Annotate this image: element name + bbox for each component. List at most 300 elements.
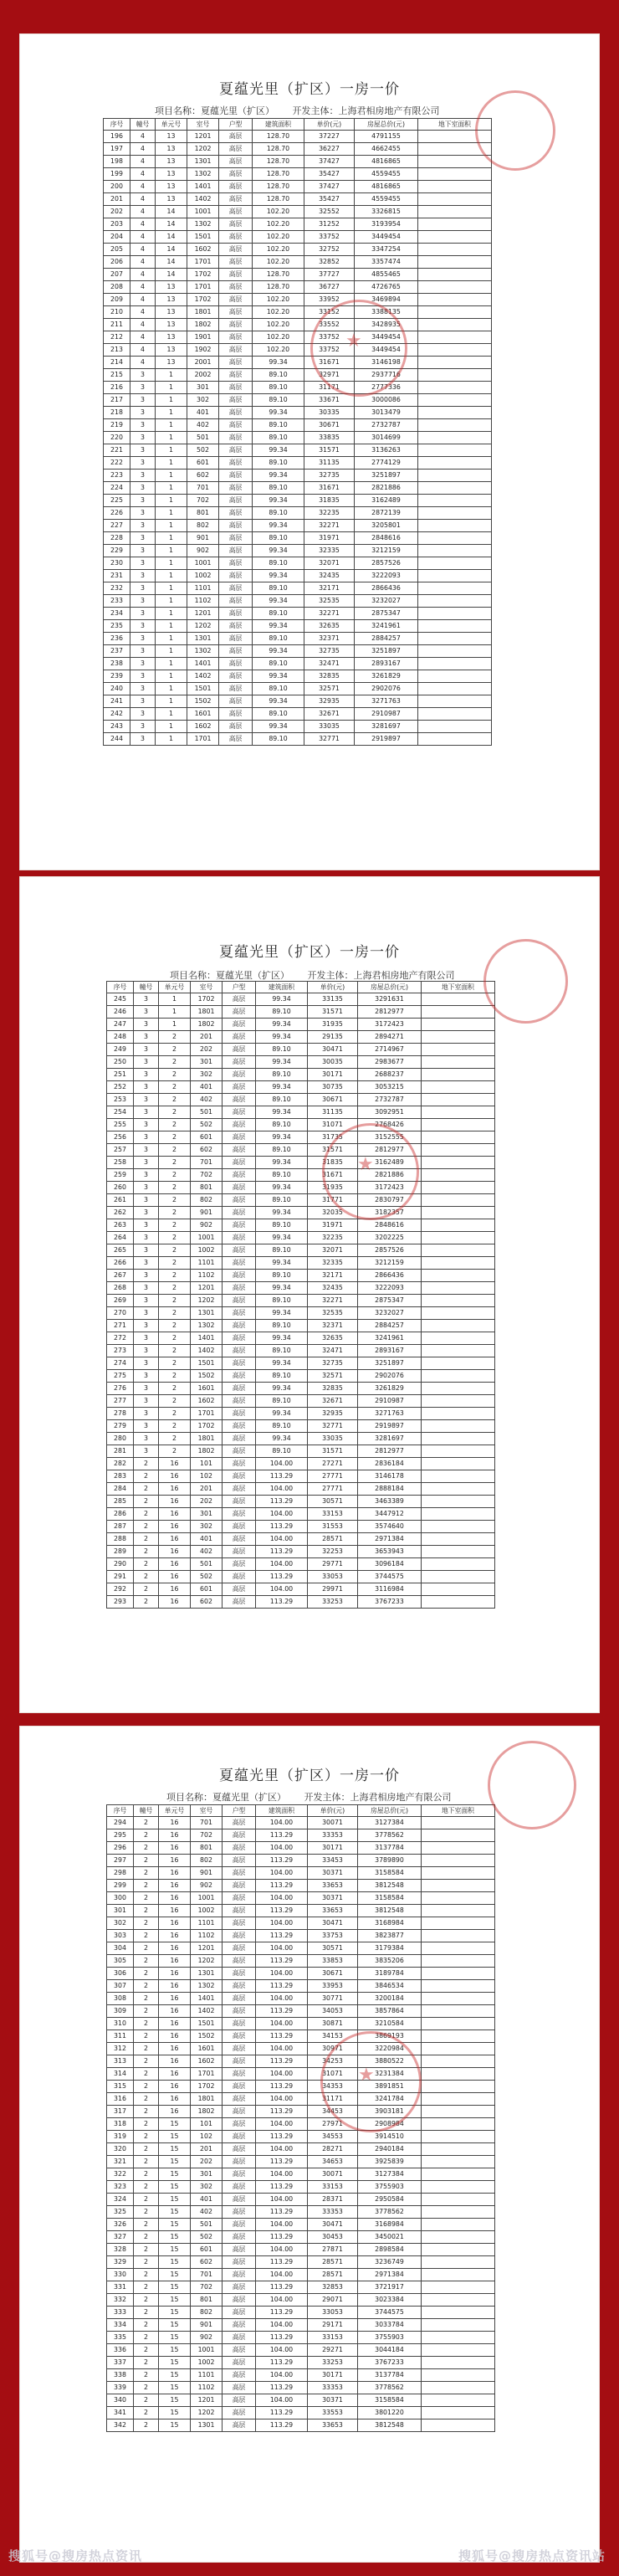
table-cell: 高层 bbox=[223, 1019, 256, 1031]
table-cell: 1 bbox=[156, 633, 187, 645]
table-row bbox=[104, 394, 492, 407]
table-row bbox=[107, 2068, 495, 2081]
table-cell: 高层 bbox=[223, 2018, 256, 2030]
table-row bbox=[107, 1942, 495, 1955]
table-cell: 298 bbox=[107, 1867, 134, 1880]
table-cell: 4559455 bbox=[355, 193, 418, 206]
table-cell: 299 bbox=[107, 1880, 134, 1892]
table-cell-empty bbox=[418, 608, 492, 620]
table-cell: 3357474 bbox=[355, 256, 418, 269]
table-cell: 902 bbox=[191, 1880, 223, 1892]
table-cell: 99.34 bbox=[253, 495, 304, 507]
table-cell: 89.10 bbox=[256, 1295, 308, 1307]
table-cell: 15 bbox=[159, 2143, 191, 2156]
table-cell: 3271763 bbox=[358, 1408, 422, 1420]
table-cell: 202 bbox=[191, 1496, 223, 1508]
table-row bbox=[107, 1006, 495, 1019]
table-cell: 3014699 bbox=[355, 432, 418, 444]
table-cell-empty bbox=[422, 2156, 495, 2168]
table-cell-empty bbox=[422, 2093, 495, 2106]
table-cell: 15 bbox=[159, 2369, 191, 2382]
table-cell: 3463389 bbox=[358, 1496, 422, 1508]
table-cell: 3 bbox=[134, 1257, 159, 1270]
table-cell-empty bbox=[422, 1182, 495, 1194]
table-cell: 102.20 bbox=[253, 256, 304, 269]
table-cell: 1301 bbox=[191, 1307, 223, 1320]
table-cell: 1002 bbox=[187, 570, 219, 582]
table-cell-empty bbox=[422, 2106, 495, 2118]
table-cell: 3202225 bbox=[358, 1232, 422, 1244]
table-cell: 31571 bbox=[308, 1006, 358, 1019]
table-cell: 104.00 bbox=[256, 1817, 308, 1829]
table-cell: 2 bbox=[134, 2344, 159, 2357]
table-cell: 262 bbox=[107, 1207, 134, 1219]
table-cell-empty bbox=[422, 1094, 495, 1106]
table-cell: 3168984 bbox=[358, 1917, 422, 1930]
column-header: 地下室面积 bbox=[418, 119, 492, 131]
table-cell: 113.29 bbox=[256, 2206, 308, 2219]
table-cell-empty bbox=[418, 721, 492, 733]
table-cell: 32371 bbox=[304, 633, 355, 645]
table-cell: 2 bbox=[134, 2131, 159, 2143]
table-cell: 3 bbox=[134, 1420, 159, 1433]
table-row bbox=[104, 444, 492, 457]
table-cell: 16 bbox=[159, 1892, 191, 1905]
table-cell: 高层 bbox=[223, 2168, 256, 2181]
table-cell-empty bbox=[418, 520, 492, 532]
table-cell: 3801220 bbox=[358, 2407, 422, 2419]
table-cell: 113.29 bbox=[256, 2231, 308, 2244]
table-cell: 3 bbox=[130, 382, 156, 394]
table-row bbox=[107, 1207, 495, 1219]
table-cell: 33753 bbox=[308, 1930, 358, 1942]
table-cell: 32935 bbox=[304, 695, 355, 708]
table-cell: 高层 bbox=[223, 1395, 256, 1408]
price-table bbox=[103, 118, 492, 746]
table-cell: 329 bbox=[107, 2256, 134, 2269]
table-cell: 2 bbox=[159, 1420, 191, 1433]
table-row bbox=[107, 2106, 495, 2118]
table-row bbox=[107, 1157, 495, 1169]
table-cell: 2893167 bbox=[355, 658, 418, 670]
table-cell: 16 bbox=[159, 1905, 191, 1917]
table-row bbox=[107, 1993, 495, 2005]
column-header: 户型 bbox=[223, 982, 256, 993]
table-cell: 2971384 bbox=[358, 1533, 422, 1546]
table-cell: 高层 bbox=[223, 1194, 256, 1207]
table-cell: 高层 bbox=[223, 2081, 256, 2093]
table-cell-empty bbox=[418, 482, 492, 495]
table-cell: 3 bbox=[130, 683, 156, 695]
table-row bbox=[104, 608, 492, 620]
table-cell: 2983677 bbox=[358, 1056, 422, 1069]
table-cell: 3347254 bbox=[355, 244, 418, 256]
table-cell-empty bbox=[422, 1408, 495, 1420]
table-cell: 3469894 bbox=[355, 294, 418, 306]
table-cell: 260 bbox=[107, 1182, 134, 1194]
table-cell: 1101 bbox=[191, 1917, 223, 1930]
table-cell: 204 bbox=[104, 231, 130, 244]
table-cell: 502 bbox=[191, 2231, 223, 2244]
table-cell: 高层 bbox=[223, 1880, 256, 1892]
table-cell: 2872139 bbox=[355, 507, 418, 520]
table-cell: 33353 bbox=[308, 1829, 358, 1842]
table-cell: 13 bbox=[156, 294, 187, 306]
table-row bbox=[104, 156, 492, 168]
table-cell: 1701 bbox=[191, 1408, 223, 1420]
table-row bbox=[107, 2319, 495, 2332]
table-cell: 259 bbox=[107, 1169, 134, 1182]
table-cell: 高层 bbox=[223, 1483, 256, 1496]
table-cell: 高层 bbox=[223, 2344, 256, 2357]
table-cell: 237 bbox=[104, 645, 130, 658]
table-row bbox=[104, 645, 492, 658]
table-cell: 302 bbox=[191, 2181, 223, 2194]
table-cell-empty bbox=[418, 419, 492, 432]
table-cell: 3 bbox=[130, 608, 156, 620]
table-cell: 2836184 bbox=[358, 1458, 422, 1470]
table-cell-empty bbox=[422, 1357, 495, 1370]
table-cell: 30035 bbox=[308, 1056, 358, 1069]
table-cell: 3220984 bbox=[358, 2043, 422, 2055]
table-cell: 2 bbox=[134, 1483, 159, 1496]
table-cell: 高层 bbox=[223, 1533, 256, 1546]
table-cell: 1302 bbox=[187, 218, 219, 231]
table-cell: 高层 bbox=[223, 1370, 256, 1383]
table-cell: 高层 bbox=[219, 419, 253, 432]
table-cell-empty bbox=[418, 683, 492, 695]
table-cell: 104.00 bbox=[256, 2369, 308, 2382]
table-cell: 2875347 bbox=[355, 608, 418, 620]
table-cell: 2 bbox=[159, 1345, 191, 1357]
table-row bbox=[107, 1508, 495, 1521]
table-cell: 3 bbox=[130, 444, 156, 457]
table-cell: 3152555 bbox=[358, 1131, 422, 1144]
table-cell: 89.10 bbox=[253, 507, 304, 520]
table-cell: 高层 bbox=[219, 708, 253, 721]
table-cell: 3232027 bbox=[355, 595, 418, 608]
table-cell: 89.10 bbox=[253, 394, 304, 407]
table-cell: 高层 bbox=[219, 181, 253, 193]
table-cell: 113.29 bbox=[256, 2106, 308, 2118]
table-cell: 3179384 bbox=[358, 1942, 422, 1955]
table-cell-empty bbox=[422, 2319, 495, 2332]
table-cell: 2 bbox=[134, 1470, 159, 1483]
table-row bbox=[107, 1955, 495, 1968]
table-cell-empty bbox=[418, 181, 492, 193]
table-cell: 3846534 bbox=[358, 1980, 422, 1993]
table-cell: 1 bbox=[156, 545, 187, 557]
table-cell-empty bbox=[422, 2194, 495, 2206]
table-cell: 301 bbox=[191, 2168, 223, 2181]
table-cell: 2 bbox=[159, 1307, 191, 1320]
table-cell: 1 bbox=[156, 407, 187, 419]
table-cell: 4 bbox=[130, 193, 156, 206]
table-cell: 32671 bbox=[308, 1395, 358, 1408]
table-cell: 高层 bbox=[223, 1282, 256, 1295]
table-cell: 33752 bbox=[304, 231, 355, 244]
table-cell: 217 bbox=[104, 394, 130, 407]
table-cell: 14 bbox=[156, 244, 187, 256]
table-cell: 1701 bbox=[187, 281, 219, 294]
table-cell: 3 bbox=[130, 419, 156, 432]
table-cell: 199 bbox=[104, 168, 130, 181]
table-cell: 2 bbox=[159, 1445, 191, 1458]
table-cell: 2937716 bbox=[355, 369, 418, 382]
table-cell: 231 bbox=[104, 570, 130, 582]
table-cell: 31135 bbox=[304, 457, 355, 470]
table-cell: 高层 bbox=[219, 156, 253, 168]
table-cell: 33035 bbox=[308, 1433, 358, 1445]
table-cell: 104.00 bbox=[256, 1917, 308, 1930]
table-cell-empty bbox=[418, 193, 492, 206]
table-cell: 801 bbox=[187, 507, 219, 520]
table-cell-empty bbox=[422, 1583, 495, 1596]
table-cell: 30071 bbox=[308, 2168, 358, 2181]
table-cell: 15 bbox=[159, 2332, 191, 2344]
table-cell: 15 bbox=[159, 2269, 191, 2281]
table-cell: 37427 bbox=[304, 156, 355, 168]
table-cell: 3271763 bbox=[355, 695, 418, 708]
table-cell: 308 bbox=[107, 1993, 134, 2005]
table-cell: 3116984 bbox=[358, 1583, 422, 1596]
table-cell: 高层 bbox=[223, 1169, 256, 1182]
table-cell: 4 bbox=[130, 156, 156, 168]
table-cell: 3914510 bbox=[358, 2131, 422, 2143]
table-cell: 4 bbox=[130, 231, 156, 244]
table-cell: 1702 bbox=[187, 294, 219, 306]
table-cell: 高层 bbox=[219, 369, 253, 382]
table-cell: 31835 bbox=[304, 495, 355, 507]
table-cell-empty bbox=[418, 733, 492, 746]
table-cell: 2 bbox=[159, 1320, 191, 1332]
table-cell: 601 bbox=[191, 2244, 223, 2256]
table-cell: 89.10 bbox=[256, 1445, 308, 1458]
table-cell: 502 bbox=[191, 1119, 223, 1131]
table-row bbox=[104, 331, 492, 344]
table-cell: 327 bbox=[107, 2231, 134, 2244]
table-row bbox=[104, 306, 492, 319]
table-cell: 32771 bbox=[304, 733, 355, 746]
table-cell-empty bbox=[418, 495, 492, 507]
table-row bbox=[104, 658, 492, 670]
table-cell: 337 bbox=[107, 2357, 134, 2369]
table-cell: 28271 bbox=[308, 2143, 358, 2156]
table-cell: 2 bbox=[134, 1905, 159, 1917]
table-cell: 1401 bbox=[187, 658, 219, 670]
table-row bbox=[104, 582, 492, 595]
table-cell: 1 bbox=[156, 570, 187, 582]
table-cell: 高层 bbox=[223, 2231, 256, 2244]
table-cell: 高层 bbox=[223, 1420, 256, 1433]
table-cell: 2 bbox=[159, 1244, 191, 1257]
table-cell: 29071 bbox=[308, 2294, 358, 2307]
table-cell: 402 bbox=[191, 1094, 223, 1106]
table-cell: 1902 bbox=[187, 344, 219, 357]
table-cell: 32271 bbox=[304, 520, 355, 532]
table-cell: 3158584 bbox=[358, 1892, 422, 1905]
table-cell: 2 bbox=[134, 2118, 159, 2131]
table-cell: 32471 bbox=[304, 658, 355, 670]
project-info bbox=[166, 1790, 467, 1804]
table-cell: 201 bbox=[191, 1031, 223, 1044]
table-cell: 89.10 bbox=[253, 608, 304, 620]
table-cell: 338 bbox=[107, 2369, 134, 2382]
table-cell: 高层 bbox=[219, 545, 253, 557]
table-cell: 27271 bbox=[308, 1458, 358, 1470]
table-cell: 高层 bbox=[223, 1106, 256, 1119]
column-header: 地下室面积 bbox=[422, 982, 495, 993]
table-cell: 230 bbox=[104, 557, 130, 570]
table-cell: 128.70 bbox=[253, 156, 304, 168]
column-header: 建筑面积 bbox=[256, 982, 308, 993]
table-cell: 27971 bbox=[308, 2118, 358, 2131]
table-cell: 102.20 bbox=[253, 218, 304, 231]
table-cell: 1202 bbox=[191, 1955, 223, 1968]
table-cell: 37227 bbox=[304, 131, 355, 143]
table-cell: 281 bbox=[107, 1445, 134, 1458]
table-cell-empty bbox=[422, 1044, 495, 1056]
table-cell: 2 bbox=[134, 2332, 159, 2344]
table-cell: 1 bbox=[156, 582, 187, 595]
table-cell: 3 bbox=[130, 369, 156, 382]
table-cell: 113.29 bbox=[256, 2156, 308, 2168]
table-cell: 2 bbox=[134, 2005, 159, 2018]
table-cell: 30371 bbox=[308, 1892, 358, 1905]
table-cell: 3 bbox=[130, 507, 156, 520]
table-cell: 245 bbox=[107, 993, 134, 1006]
table-cell: 3251897 bbox=[355, 470, 418, 482]
table-cell: 89.10 bbox=[256, 1006, 308, 1019]
star-icon: ★ bbox=[357, 1154, 374, 1175]
column-header: 地下室面积 bbox=[422, 1805, 495, 1817]
table-cell: 高层 bbox=[219, 306, 253, 319]
table-cell: 3891851 bbox=[358, 2081, 422, 2093]
table-cell: 1 bbox=[156, 382, 187, 394]
column-header: 序号 bbox=[104, 119, 130, 131]
table-cell: 402 bbox=[191, 2206, 223, 2219]
table-cell: 高层 bbox=[223, 1056, 256, 1069]
table-cell: 30471 bbox=[308, 2219, 358, 2231]
table-cell: 3 bbox=[134, 1332, 159, 1345]
table-row bbox=[107, 1069, 495, 1081]
table-cell: 2866436 bbox=[358, 1270, 422, 1282]
table-cell: 99.34 bbox=[253, 670, 304, 683]
table-cell: 32371 bbox=[308, 1320, 358, 1332]
table-cell: 213 bbox=[104, 344, 130, 357]
column-header: 幢号 bbox=[134, 982, 159, 993]
table-cell-empty bbox=[422, 1019, 495, 1031]
table-cell: 1402 bbox=[187, 670, 219, 683]
table-cell-empty bbox=[422, 1131, 495, 1144]
table-cell: 15 bbox=[159, 2118, 191, 2131]
table-cell: 15 bbox=[159, 2256, 191, 2269]
table-cell: 99.34 bbox=[256, 1056, 308, 1069]
table-cell: 320 bbox=[107, 2143, 134, 2156]
table-cell: 32171 bbox=[304, 582, 355, 595]
table-cell: 2 bbox=[134, 2081, 159, 2093]
table-cell: 13 bbox=[156, 357, 187, 369]
table-cell: 1 bbox=[156, 432, 187, 444]
table-cell: 2 bbox=[159, 1295, 191, 1307]
table-cell: 高层 bbox=[223, 1817, 256, 1829]
table-cell: 1501 bbox=[187, 231, 219, 244]
table-cell: 247 bbox=[107, 1019, 134, 1031]
table-cell: 2 bbox=[134, 1955, 159, 1968]
table-cell: 104.00 bbox=[256, 2118, 308, 2131]
table-cell-empty bbox=[418, 407, 492, 419]
table-cell: 501 bbox=[187, 432, 219, 444]
table-cell: 2 bbox=[134, 1508, 159, 1521]
table-cell: 293 bbox=[107, 1596, 134, 1609]
table-cell: 高层 bbox=[219, 520, 253, 532]
table-cell: 32935 bbox=[308, 1408, 358, 1420]
table-cell: 206 bbox=[104, 256, 130, 269]
table-cell: 34553 bbox=[308, 2131, 358, 2143]
table-cell: 301 bbox=[191, 1056, 223, 1069]
table-row bbox=[104, 495, 492, 507]
table-cell: 31571 bbox=[304, 444, 355, 457]
table-cell: 3778562 bbox=[358, 2382, 422, 2394]
table-cell: 901 bbox=[191, 2319, 223, 2332]
table-row bbox=[107, 1533, 495, 1546]
column-header: 房屋总价(元) bbox=[355, 119, 418, 131]
table-cell: 高层 bbox=[219, 407, 253, 419]
table-cell: 高层 bbox=[223, 2043, 256, 2055]
table-cell: 27771 bbox=[308, 1470, 358, 1483]
table-cell: 104.00 bbox=[256, 1867, 308, 1880]
table-cell: 高层 bbox=[219, 281, 253, 294]
column-header: 单价(元) bbox=[304, 119, 355, 131]
table-cell: 16 bbox=[159, 2018, 191, 2030]
table-cell: 200 bbox=[104, 181, 130, 193]
table-cell: 89.10 bbox=[256, 1219, 308, 1232]
table-cell: 802 bbox=[187, 520, 219, 532]
table-cell: 278 bbox=[107, 1408, 134, 1420]
table-row bbox=[107, 1357, 495, 1370]
table-cell: 33853 bbox=[308, 1955, 358, 1968]
table-row bbox=[107, 1094, 495, 1106]
table-cell: 2 bbox=[159, 1056, 191, 1069]
table-cell: 高层 bbox=[223, 1270, 256, 1282]
table-row bbox=[107, 2030, 495, 2043]
table-cell: 1101 bbox=[191, 1257, 223, 1270]
table-cell: 33135 bbox=[308, 993, 358, 1006]
table-cell-empty bbox=[418, 382, 492, 394]
table-cell: 高层 bbox=[219, 582, 253, 595]
table-cell: 32535 bbox=[308, 1307, 358, 1320]
table-cell: 242 bbox=[104, 708, 130, 721]
table-cell: 高层 bbox=[223, 1157, 256, 1169]
table-cell-empty bbox=[422, 2419, 495, 2432]
table-cell: 2 bbox=[159, 1044, 191, 1056]
table-row bbox=[107, 1282, 495, 1295]
table-cell: 287 bbox=[107, 1521, 134, 1533]
table-row bbox=[107, 2005, 495, 2018]
table-cell: 113.29 bbox=[256, 1930, 308, 1942]
table-cell: 276 bbox=[107, 1383, 134, 1395]
table-cell: 3241961 bbox=[358, 1332, 422, 1345]
table-cell: 1002 bbox=[191, 2357, 223, 2369]
table-row bbox=[107, 2307, 495, 2319]
table-cell: 1 bbox=[156, 507, 187, 520]
column-header: 序号 bbox=[107, 1805, 134, 1817]
table-cell: 2 bbox=[134, 2281, 159, 2294]
table-cell-empty bbox=[418, 357, 492, 369]
table-cell: 高层 bbox=[223, 1583, 256, 1596]
table-cell-empty bbox=[422, 1157, 495, 1169]
table-cell: 3158584 bbox=[358, 2394, 422, 2407]
